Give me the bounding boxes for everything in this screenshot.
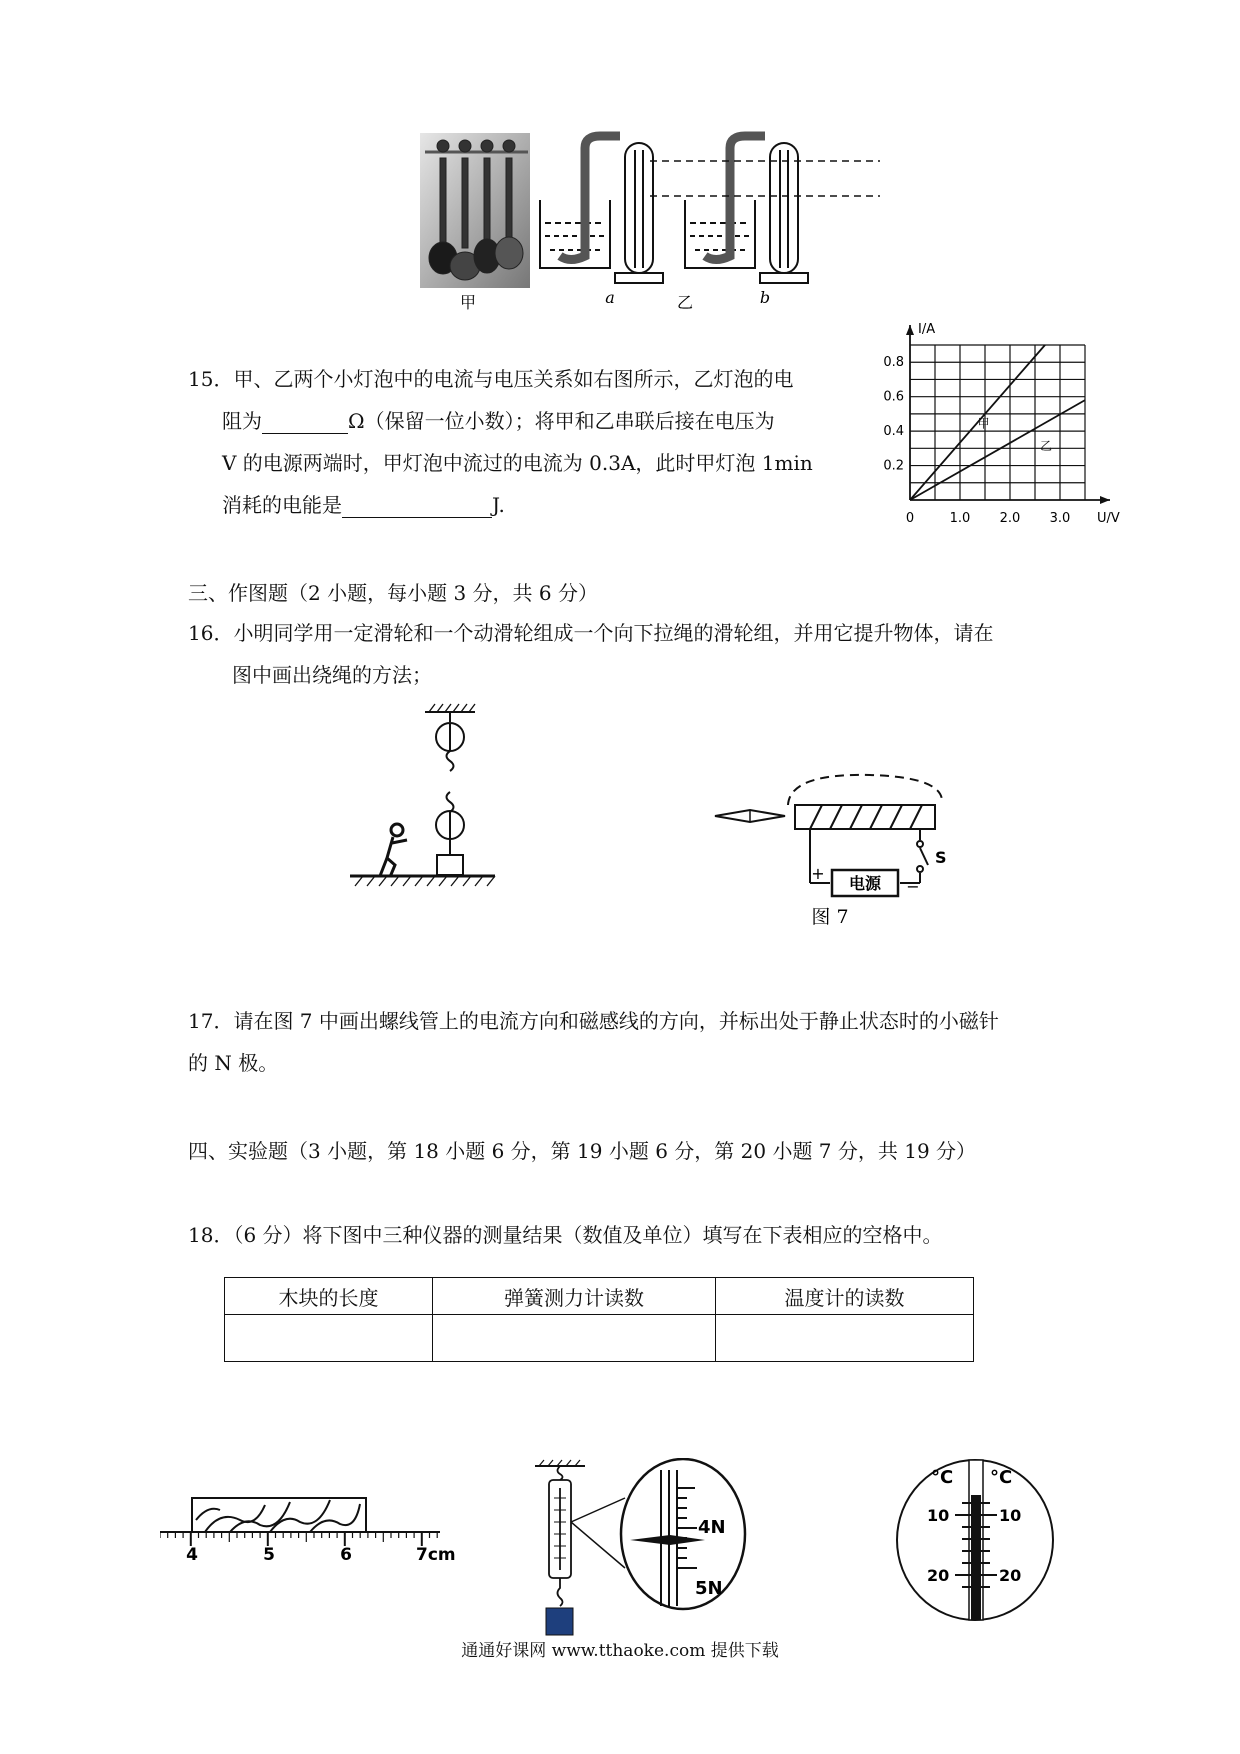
y-tick-label: 0.4 xyxy=(883,424,904,440)
answer-length-cell[interactable] xyxy=(225,1315,433,1362)
x-tick-label: 1.0 xyxy=(949,511,971,526)
iu-chart xyxy=(880,320,1120,535)
zoom-circle xyxy=(621,1459,745,1609)
x-tick-label: 0 xyxy=(905,511,915,526)
ruler-label-6: 6 xyxy=(340,1545,352,1565)
chart-axes xyxy=(906,325,1110,504)
series-line-yi xyxy=(910,400,1085,500)
q17-line2: 的 N 极。 xyxy=(188,1051,279,1075)
q18-text: 18．（6 分）将下图中三种仪器的测量结果（数值及单位）填写在下表相应的空格中。 xyxy=(188,1223,943,1247)
scale-label-4n: 4N xyxy=(698,1517,726,1538)
section3-title: 三、作图题（2 小题，每小题 3 分，共 6 分） xyxy=(188,581,598,605)
label-a: a xyxy=(605,288,615,307)
header-length: 木块的长度 xyxy=(225,1278,433,1315)
fig7-caption: 图 7 xyxy=(811,906,849,928)
q15-line2 xyxy=(188,400,858,442)
temp-label-20-left: 20 xyxy=(927,1566,950,1585)
hanging-weight xyxy=(546,1608,573,1635)
answer-temp-cell[interactable] xyxy=(716,1315,974,1362)
q15-blank-resistance[interactable] xyxy=(262,409,348,434)
x-axis-arrow xyxy=(1100,496,1110,504)
y-tick-label: 0.8 xyxy=(883,355,904,371)
q16-line2: 图中画出绕绳的方法； xyxy=(232,663,432,687)
q15-line2-unit: Ω（保留一位小数）；将甲和乙串联后接在电压为 xyxy=(348,409,775,433)
y-tick-label: 0.6 xyxy=(883,389,904,405)
mercury-column xyxy=(971,1495,981,1620)
header-temp: 温度计的读数 xyxy=(716,1278,974,1315)
ruler-label-5: 5 xyxy=(263,1545,275,1565)
scale-label-5n: 5N xyxy=(695,1578,723,1599)
compass-needle-icon xyxy=(715,810,785,822)
temp-label-20-right: 20 xyxy=(999,1566,1022,1585)
ruler-figure xyxy=(160,1490,470,1570)
q15-text xyxy=(188,358,858,526)
x-tick-label: 3.0 xyxy=(1049,511,1071,526)
q15-line1: 15．甲、乙两个小灯泡中的电流与电压关系如右图所示，乙灯泡的电 xyxy=(188,367,794,391)
chart-series xyxy=(910,345,1085,500)
field-line-dashed xyxy=(788,775,942,805)
table-header-row xyxy=(225,1278,974,1315)
top-figure xyxy=(410,128,890,313)
switch-label: S xyxy=(935,848,947,867)
person-icon xyxy=(380,824,407,877)
temp-label-10-right: 10 xyxy=(999,1506,1022,1525)
fixed-pulley xyxy=(436,712,464,771)
q15-line4 xyxy=(188,484,858,526)
q17-line1: 17．请在图 7 中画出螺线管上的电流方向和磁感线的方向，并标出处于静止状态时的小磁针 xyxy=(188,1009,999,1033)
footer-text: 通通好课网 www.tthaoke.com 提供下载 xyxy=(461,1641,779,1661)
power-supply-label: 电源 xyxy=(848,874,882,893)
q15-blank-energy[interactable] xyxy=(342,493,492,518)
table-answer-row xyxy=(225,1315,974,1362)
temp-unit-right: °C xyxy=(990,1467,1013,1488)
utensils-photo xyxy=(420,133,530,288)
q15-line2-pre: 阻为 xyxy=(222,409,262,433)
plus-sign: + xyxy=(811,864,825,883)
q15-line4-pre: 消耗的电能是 xyxy=(222,493,342,517)
minus-sign: − xyxy=(906,877,920,896)
load-block xyxy=(437,855,463,875)
movable-pulley xyxy=(436,792,464,855)
temp-label-10-left: 10 xyxy=(927,1506,950,1525)
y-axis-label: I/A xyxy=(918,322,936,337)
series-label-jia: 甲 xyxy=(977,416,990,431)
spring-scale xyxy=(549,1466,571,1606)
thermometer-figure xyxy=(895,1455,1055,1625)
y-axis-arrow xyxy=(906,325,914,335)
label-yi: 乙 xyxy=(676,293,694,312)
apparatus-b xyxy=(685,136,808,283)
ruler-label-7cm: 7cm xyxy=(416,1545,456,1565)
ruler-label-4: 4 xyxy=(186,1545,198,1565)
q17-text xyxy=(188,1000,1078,1084)
apparatus-a xyxy=(540,136,663,283)
header-spring: 弹簧测力计读数 xyxy=(433,1278,716,1315)
label-b: b xyxy=(759,288,771,307)
q15-line4-unit: J. xyxy=(492,493,505,517)
y-tick-label: 0.2 xyxy=(883,458,904,474)
label-jia: 甲 xyxy=(459,293,477,312)
section4-title: 四、实验题（3 小题，第 18 小题 6 分，第 19 小题 6 分，第 20 小题 7 分，共 19 分） xyxy=(188,1139,977,1163)
x-axis-label: U/V xyxy=(1097,511,1120,526)
wooden-block xyxy=(192,1498,366,1532)
ruler-ticks xyxy=(160,1532,440,1546)
x-tick-label: 2.0 xyxy=(999,511,1021,526)
q16-line1: 16．小明同学用一定滑轮和一个动滑轮组成一个向下拉绳的滑轮组，并用它提升物体，请在 xyxy=(188,621,994,645)
results-table xyxy=(224,1277,974,1362)
chart-grid xyxy=(910,345,1085,500)
spring-scale-figure xyxy=(535,1458,760,1643)
series-label-yi: 乙 xyxy=(1040,439,1053,454)
q15-line3: V 的电源两端时，甲灯泡中流过的电流为 0.3A，此时甲灯泡 1min xyxy=(222,451,813,475)
pulley-figure xyxy=(345,700,515,905)
q16-text xyxy=(188,612,1078,696)
figure7 xyxy=(710,765,950,935)
answer-spring-cell[interactable] xyxy=(433,1315,716,1362)
temp-unit-left: °C xyxy=(931,1467,954,1488)
